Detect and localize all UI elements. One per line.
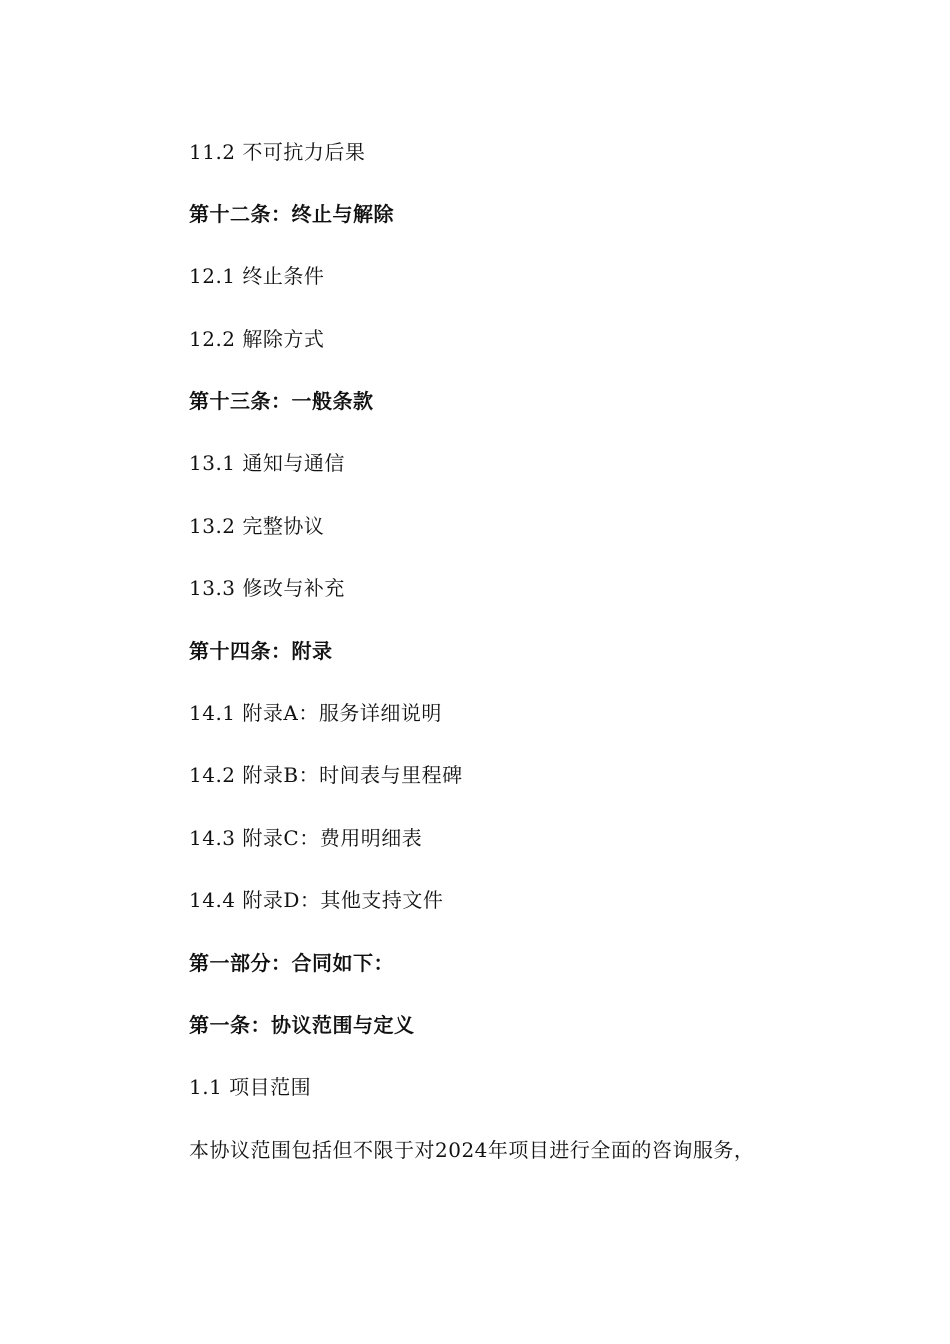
clause-13-2: 13.2 完整协议	[189, 514, 325, 538]
clause-14-2: 14.2 附录B：时间表与里程碑	[189, 763, 463, 787]
article-1-heading: 第一条：协议范围与定义	[189, 1013, 415, 1037]
part-1-heading: 第一部分：合同如下：	[189, 951, 394, 975]
clause-11-2: 11.2 不可抗力后果	[189, 140, 366, 164]
clause-13-3: 13.3 修改与补充	[189, 576, 345, 600]
clause-12-2: 12.2 解除方式	[189, 327, 325, 351]
clause-14-4: 14.4 附录D：其他支持文件	[189, 888, 444, 912]
body-paragraph: 本协议范围包括但不限于对2024年项目进行全面的咨询服务，	[189, 1138, 755, 1162]
article-13-heading: 第十三条：一般条款	[189, 389, 374, 413]
clause-14-1: 14.1 附录A：服务详细说明	[189, 701, 442, 725]
clause-1-1: 1.1 项目范围	[189, 1075, 312, 1099]
article-14-heading: 第十四条：附录	[189, 639, 333, 663]
clause-14-3: 14.3 附录C：费用明细表	[189, 826, 423, 850]
article-12-heading: 第十二条：终止与解除	[189, 202, 394, 226]
clause-12-1: 12.1 终止条件	[189, 264, 325, 288]
clause-13-1: 13.1 通知与通信	[189, 451, 345, 475]
